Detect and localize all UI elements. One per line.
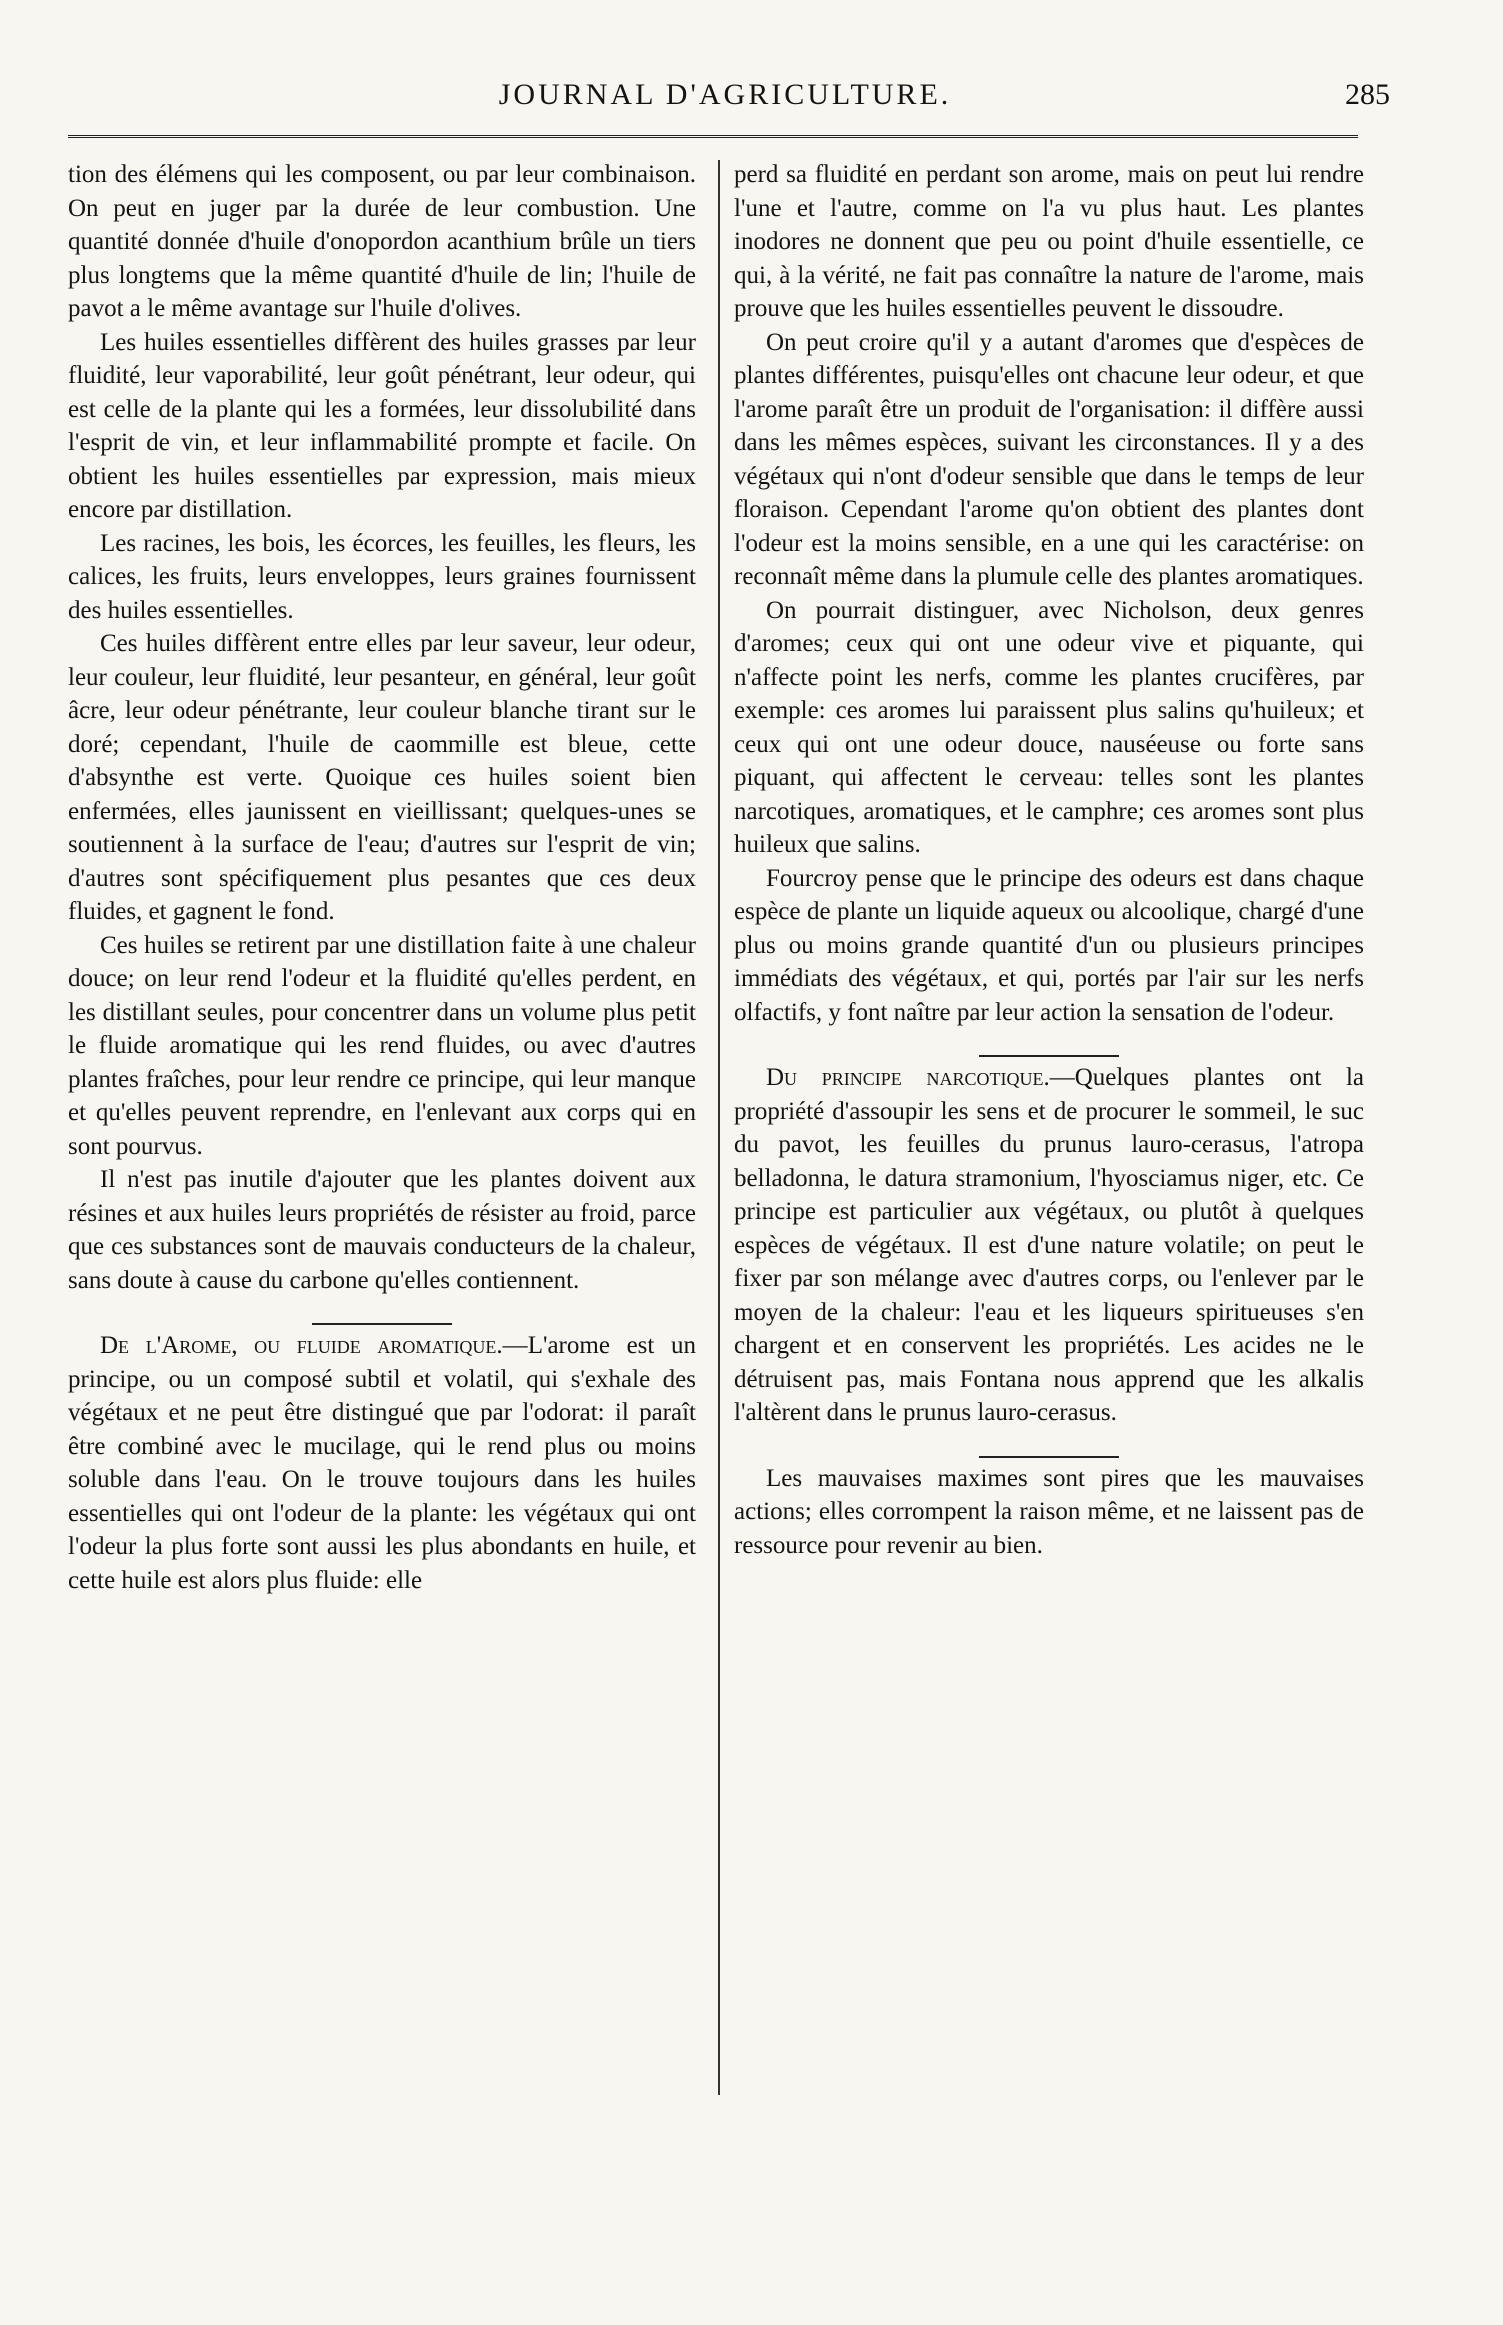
page-header [60,70,1390,130]
paragraph: On peut croire qu'il y a autant d'aromes que d'espèces de plantes différentes, puisqu'elles ont chacune leur odeur, et que l'arome paraît être un produit de l'organisation: il diffère aussi dans les mêmes espèces, suivant les circonstances. Il y a des végétaux qui n'ont d'odeur sensible que dans le temps de leur floraison. Cependant l'arome qu'on obtient des plantes dont l'odeur est la moins sensible, en a une qui les caractérise: on reconnaît même dans la plumule celle des plantes aromatiques. [734,328,1364,590]
section-text: L'arome est un principe, ou un composé subtil et volatil, qui s'exhale des végétaux et ne peut être distingué que par l'odorat: il paraît être combiné avec le mucilage, qui le rend plus ou moins soluble dans l'eau. On le trouve toujours dans les huiles essentielles qui ont l'odeur de la plante: les végétaux qui ont l'odeur la plus forte sont aussi les plus abondants en huile, et cette huile est alors plus fluide: elle [68,1332,696,1594]
paragraph: tion des élémens qui les composent, ou par leur combinaison. On peut en juger par la durée de leur combustion. Une quantité donnée d'huile d'onopordon acanthium brûle un tiers plus longtems que la même quantité d'huile de lin; l'huile de pavot a le même avantage sur l'huile d'olives. [68,161,696,322]
page-number: 285 [1345,78,1390,111]
paragraph: Il n'est pas inutile d'ajouter que les plantes doivent aux résines et aux huiles leurs propriétés de résister au froid, parce que ces substances sont de mauvais conducteurs de la chaleur, sans doute à cause du carbone qu'elles contiennent. [68,1166,696,1294]
section-heading: Du principe narcotique.— [766,1064,1075,1091]
section-separator [979,1055,1119,1057]
section-arome [68,1329,696,1597]
paragraph: perd sa fluidité en perdant son arome, mais on peut lui rendre l'une et l'autre, comme on l'a vu plus haut. Les plantes inodores ne donnent que peu ou point d'huile essentielle, ce qui, à la vérité, ne fait pas connaître la nature de l'arome, mais prouve que les huiles essentielles peuvent le dissoudre. [734,161,1364,322]
right-column [734,158,1364,1562]
paragraph: Fourcroy pense que le principe des odeurs est dans chaque espèce de plante un liquide aqueux ou alcoolique, chargé d'une plus ou moins grande quantité d'un ou plusieurs principes immédiats des végétaux, et qui, portés par l'air sur les nerfs olfactifs, y font naître par leur action la sensation de l'odeur. [734,864,1364,1026]
section-separator [979,1456,1119,1458]
running-title: JOURNAL D'AGRICULTURE. [498,78,952,111]
section-separator [312,1323,452,1325]
paragraph: Les racines, les bois, les écorces, les feuilles, les fleurs, les calices, les fruits, leurs enveloppes, leurs graines fournissent des huiles essentielles. [68,529,696,624]
maxim: Les mauvaises maximes sont pires que les mauvaises actions; elles corrompent la raison même, et ne laissent pas de ressource pour revenir au bien. [734,1464,1364,1559]
section-heading: De l'Arome, ou fluide aromatique.— [100,1332,528,1359]
paragraph: Les huiles essentielles diffèrent des huiles grasses par leur fluidité, leur vaporabilité, leur goût pénétrant, leur odeur, qui est celle de la plante qui les a formées, leur dissolubilité dans l'esprit de vin, et leur inflammabilité prompte et facile. On obtient les huiles essentielles par expression, mais mieux encore par distillation. [68,328,696,523]
section-narcotique [734,1061,1364,1430]
header-rule [68,135,1358,138]
paragraph: On pourrait distinguer, avec Nicholson, deux genres d'aromes; ceux qui ont une odeur vive et piquante, qui n'affecte point les nerfs, comme les plantes crucifères, par exemple: ces aromes lui paraissent plus salins qu'huileux; et ceux qui ont une odeur douce, nauséeuse ou forte sans piquant, qui affectent le cerveau: telles sont les plantes narcotiques, aromatiques, et le camphre; ces aromes sont plus huileux que salins. [734,596,1364,858]
section-text: Quelques plantes ont la propriété d'assoupir les sens et de procurer le sommeil, le suc du pavot, les feuilles du prunus lauro-cerasus, l'atropa belladonna, le datura stramonium, l'hyosciamus niger, etc. Ce principe est particulier aux végétaux, ou plutôt à quelques espèces de végétaux. Il est d'une nature volatile; on peut le fixer par son mélange avec d'autres corps, ou l'enlever par le moyen de la chaleur: l'eau et les liqueurs spiritueuses s'en chargent et en conservent les propriétés. Les acides ne le détruisent pas, mais Fontana nous apprend que les alkalis l'altèrent dans le prunus lauro-cerasus. [734,1064,1364,1426]
paragraph: Ces huiles diffèrent entre elles par leur saveur, leur odeur, leur couleur, leur fluidité, leur pesanteur, en général, leur goût âcre, leur odeur pénétrante, leur couleur blanche tirant sur le doré; cependant, l'huile de caommille est bleue, cette d'absynthe est verte. Quoique ces huiles soient bien enfermées, elles jaunissent en vieillissant; quelques-unes se soutiennent à la surface de l'eau; d'autres sur l'esprit de vin; d'autres sont spécifiquement plus pesantes que ces deux fluides, et gagnent le fond. [68,630,696,925]
left-column [68,158,696,1597]
column-divider [718,160,720,2095]
paragraph: Ces huiles se retirent par une distillation faite à une chaleur douce; on leur rend l'odeur et la fluidité qu'elles perdent, en les distillant seules, pour concentrer dans un volume plus petit le fluide aromatique qui les rend fluides, ou avec d'autres plantes fraîches, pour leur rendre ce principe, qui leur manque et qu'elles peuvent reprendre, en l'enlevant aux corps qui en sont pourvus. [68,931,696,1160]
